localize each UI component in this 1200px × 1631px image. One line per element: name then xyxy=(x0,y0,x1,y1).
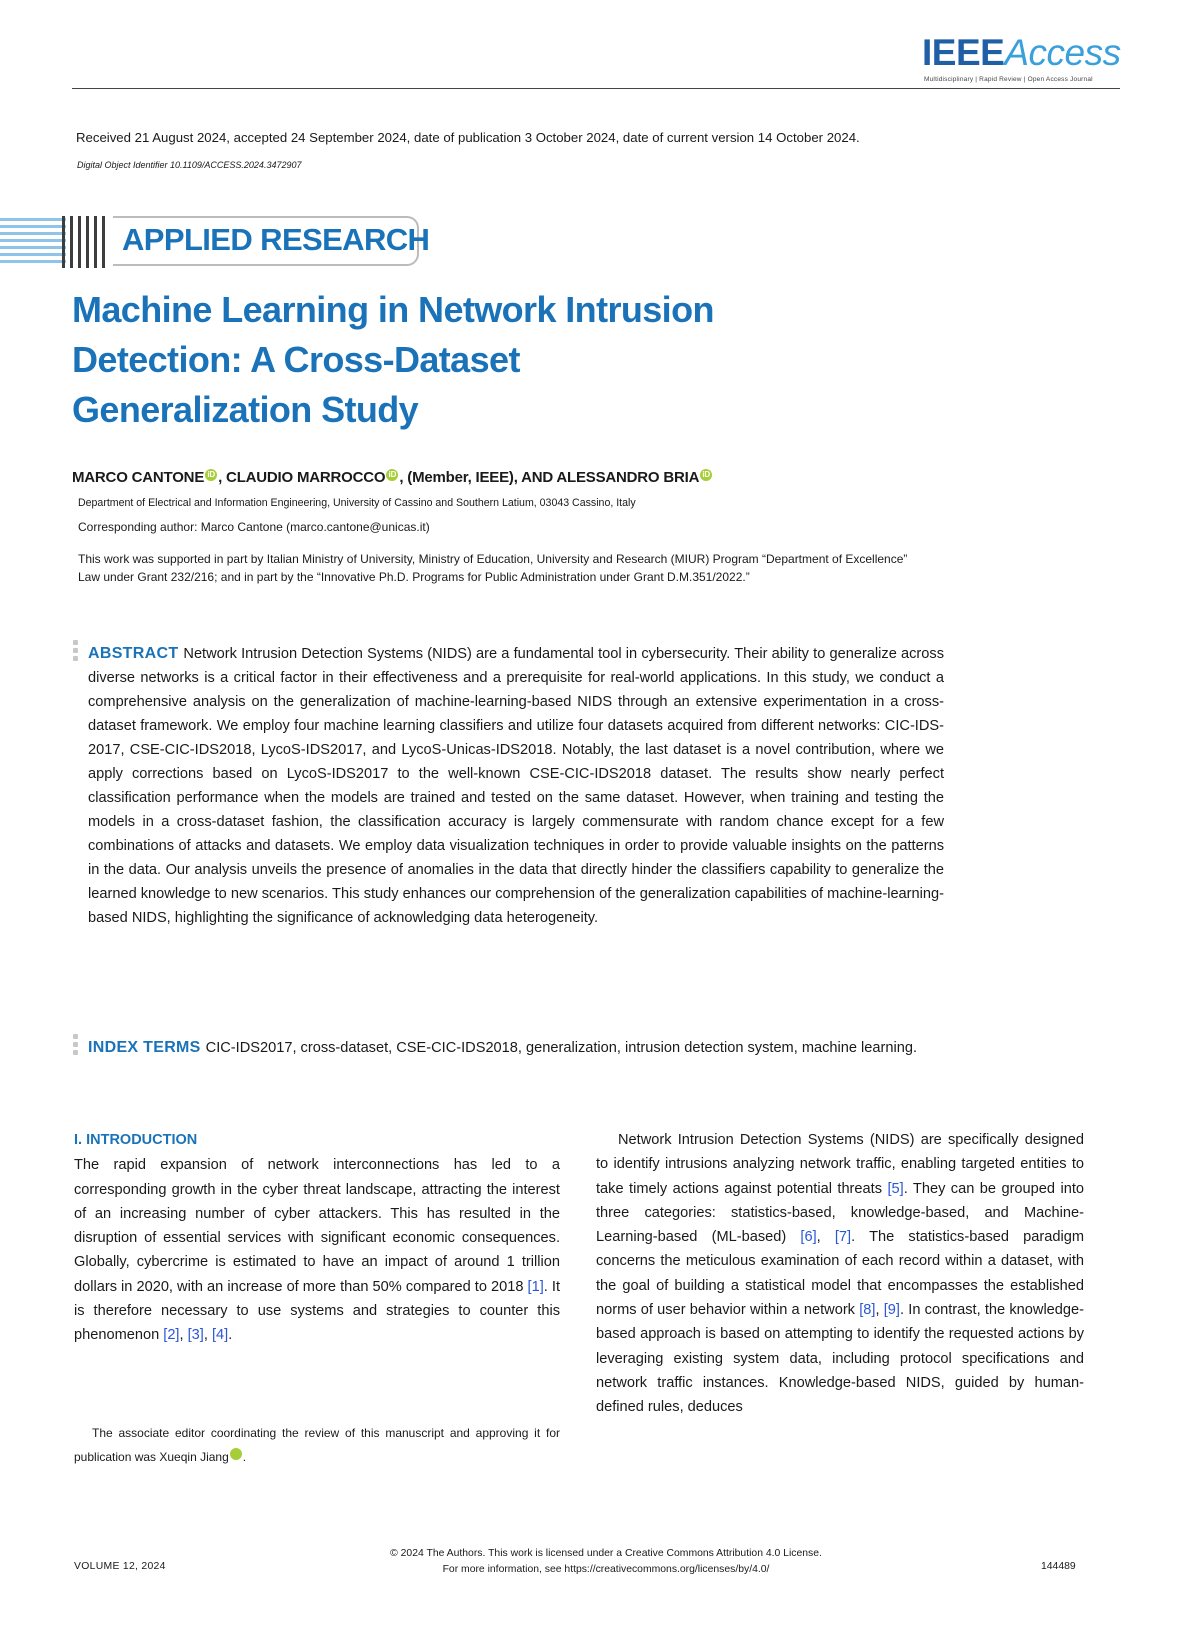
license-notice xyxy=(296,1546,916,1578)
abstract xyxy=(88,642,944,930)
header-rule xyxy=(72,88,1120,89)
title-line: Detection: A Cross-Dataset xyxy=(72,339,520,380)
paper-title xyxy=(72,285,872,435)
separator: . xyxy=(242,1450,247,1464)
index-terms-marker-icon xyxy=(73,1034,79,1058)
index-terms-label: INDEX TERMS xyxy=(88,1039,201,1056)
author-name: , CLAUDIO MARROCCO xyxy=(218,469,386,486)
index-terms xyxy=(88,1036,944,1060)
corresponding-author: Corresponding author: Marco Cantone (marco.cantone@unicas.it) xyxy=(78,520,430,534)
index-terms-text: CIC-IDS2017, cross-dataset, CSE-CIC-IDS2018, generalization, intrusion detection system, machine learning. xyxy=(205,1040,918,1056)
body-text: Network Intrusion Detection Systems (NIDS) are specifically designed to identify intrusions analyzing network traffic, enabling targeted entities to take timely actions against potential threats xyxy=(596,1132,1084,1197)
separator: , xyxy=(203,1327,212,1344)
title-line: Generalization Study xyxy=(72,389,419,430)
citation-link[interactable]: [5] xyxy=(887,1180,904,1197)
logo-access-text: Access xyxy=(1004,32,1121,73)
author-name: MARCO CANTONE xyxy=(72,469,205,486)
logo-ieee-text: IEEE xyxy=(922,32,1005,73)
banner-bars-decoration xyxy=(62,216,110,268)
ieee-access-logo xyxy=(922,32,1122,90)
section-banner-label: APPLIED RESEARCH xyxy=(122,222,430,257)
title-line: Machine Learning in Network Intrusion xyxy=(72,289,714,330)
separator: , xyxy=(875,1302,884,1319)
footnote-text: The associate editor coordinating the review of this manuscript and approving it for publication was Xueqin Jiang xyxy=(74,1426,560,1464)
separator: , xyxy=(179,1327,188,1344)
volume-label: VOLUME 12, 2024 xyxy=(74,1561,166,1572)
license-url-line[interactable]: For more information, see https://creativecommons.org/licenses/by/4.0/ xyxy=(442,1564,770,1575)
orcid-icon[interactable]: iD xyxy=(700,469,712,481)
body-text: . In contrast, the knowledge-based approach is based on attempting to identify the requested actions by leveraging existing system data, including protocol specifications and network traffic instances. Knowledge-based NIDS, guided by human-defined rules, deduces xyxy=(596,1302,1085,1416)
logo-tagline: Multidisciplinary | Rapid Review | Open Access Journal xyxy=(924,76,1093,83)
section-heading-introduction: I. INTRODUCTION xyxy=(74,1132,198,1148)
editor-footnote xyxy=(74,1421,560,1469)
separator: , xyxy=(816,1229,835,1246)
citation-link[interactable]: [7] xyxy=(834,1229,852,1246)
author-name: , (Member, IEEE), AND ALESSANDRO BRIA xyxy=(399,469,700,486)
license-line: © 2024 The Authors. This work is licensed under a Creative Commons Attribution 4.0 License. xyxy=(390,1548,822,1559)
right-column-paragraph xyxy=(596,1128,1084,1420)
citation-link[interactable]: [8] xyxy=(859,1302,876,1319)
separator: . xyxy=(228,1327,233,1344)
abstract-marker-icon xyxy=(73,640,79,664)
introduction-column xyxy=(74,1128,560,1348)
publication-dates: Received 21 August 2024, accepted 24 September 2024, date of publication 3 October 2024, date of current version 14 October 2024. xyxy=(76,130,860,145)
citation-link[interactable]: [1] xyxy=(527,1278,544,1295)
abstract-text: Network Intrusion Detection Systems (NIDS) are a fundamental tool in cybersecurity. Their ability to generalize across diverse networks is a critical factor in their effectiveness and a prerequisite for real-world applications. In this study, we conduct a comprehensive analysis on the generalization of machine-learning-based NIDS through an extensive experimentation in a cross-dataset framework. We employ four machine learning classifiers and utilize four datasets acquired from different networks: CIC-IDS-2017, CSE-CIC-IDS2018, LycoS-IDS2017, and LycoS-Unicas-IDS2018. Notably, the last dataset is a novel contribution, where we apply corrections based on LycoS-IDS2017 to the well-known CSE-CIC-IDS2018 dataset. The results show nearly perfect classification performance when the models are trained and tested on the same dataset. However, when training and testing the models in a cross-dataset fashion, the classification accuracy is largely commensurate with random chance except for a few combinations of attacks and datasets. We employ data visualization techniques in order to provide valuable insights on the patterns in the data. Our analysis unveils the presence of anomalies in the data that directly hinder the classifiers capability to generalize the learned knowledge to new scenarios. This study enhances our comprehension of the generalization capabilities of machine-learning-based NIDS, highlighting the significance of acknowledging data heterogeneity. xyxy=(88,646,944,926)
abstract-label: ABSTRACT xyxy=(88,645,179,662)
citation-link[interactable]: [9] xyxy=(883,1302,900,1319)
doi-line: Digital Object Identifier 10.1109/ACCESS.2024.3472907 xyxy=(77,160,302,170)
author-list xyxy=(72,469,713,486)
citation-link[interactable]: [6] xyxy=(800,1229,817,1246)
body-text: . They can be grouped into three categories: statistics-based, knowledge-based, and Machine-Learning-based (ML-based) xyxy=(596,1180,1084,1246)
citation-link[interactable]: [3] xyxy=(187,1327,204,1344)
affiliation: Department of Electrical and Information Engineering, University of Cassino and Southern Latium, 03043 Cassino, Italy xyxy=(78,497,636,509)
citation-link[interactable]: [4] xyxy=(211,1327,229,1344)
orcid-icon[interactable]: iD xyxy=(386,469,398,481)
body-text: . The statistics-based paradigm concerns the meticulous examination of each record within a dataset, with the goal of building a statistical model that encompasses the established norms of user behavior within a network xyxy=(596,1229,1084,1319)
intro-paragraph: . It is therefore necessary to use systems and strategies to counter this phenomenon xyxy=(74,1278,561,1344)
funding-statement: This work was supported in part by Italian Ministry of University, Ministry of Education, University and Research (MIUR) Program “Department of Excellence” Law under Grant 232/216; and in part by the “Innovative Ph.D. Programs for Public Administration under Grant D.M.351/2022.” xyxy=(78,552,908,584)
orcid-icon[interactable]: iD xyxy=(230,1448,242,1460)
intro-paragraph: The rapid expansion of network interconnections has led to a corresponding growth in the cyber threat landscape, attracting the interest of an increasing number of cyber attackers. This has resulted in the disruption of essential services with significant economic consequences. Globally, cybercrime is estimated to have an impact of around 1 trillion dollars in 2020, with an increase of more than 50% compared to 2018 xyxy=(74,1157,560,1295)
citation-link[interactable]: [2] xyxy=(163,1327,180,1344)
page-number: 144489 xyxy=(1041,1561,1076,1572)
orcid-icon[interactable]: iD xyxy=(205,469,217,481)
